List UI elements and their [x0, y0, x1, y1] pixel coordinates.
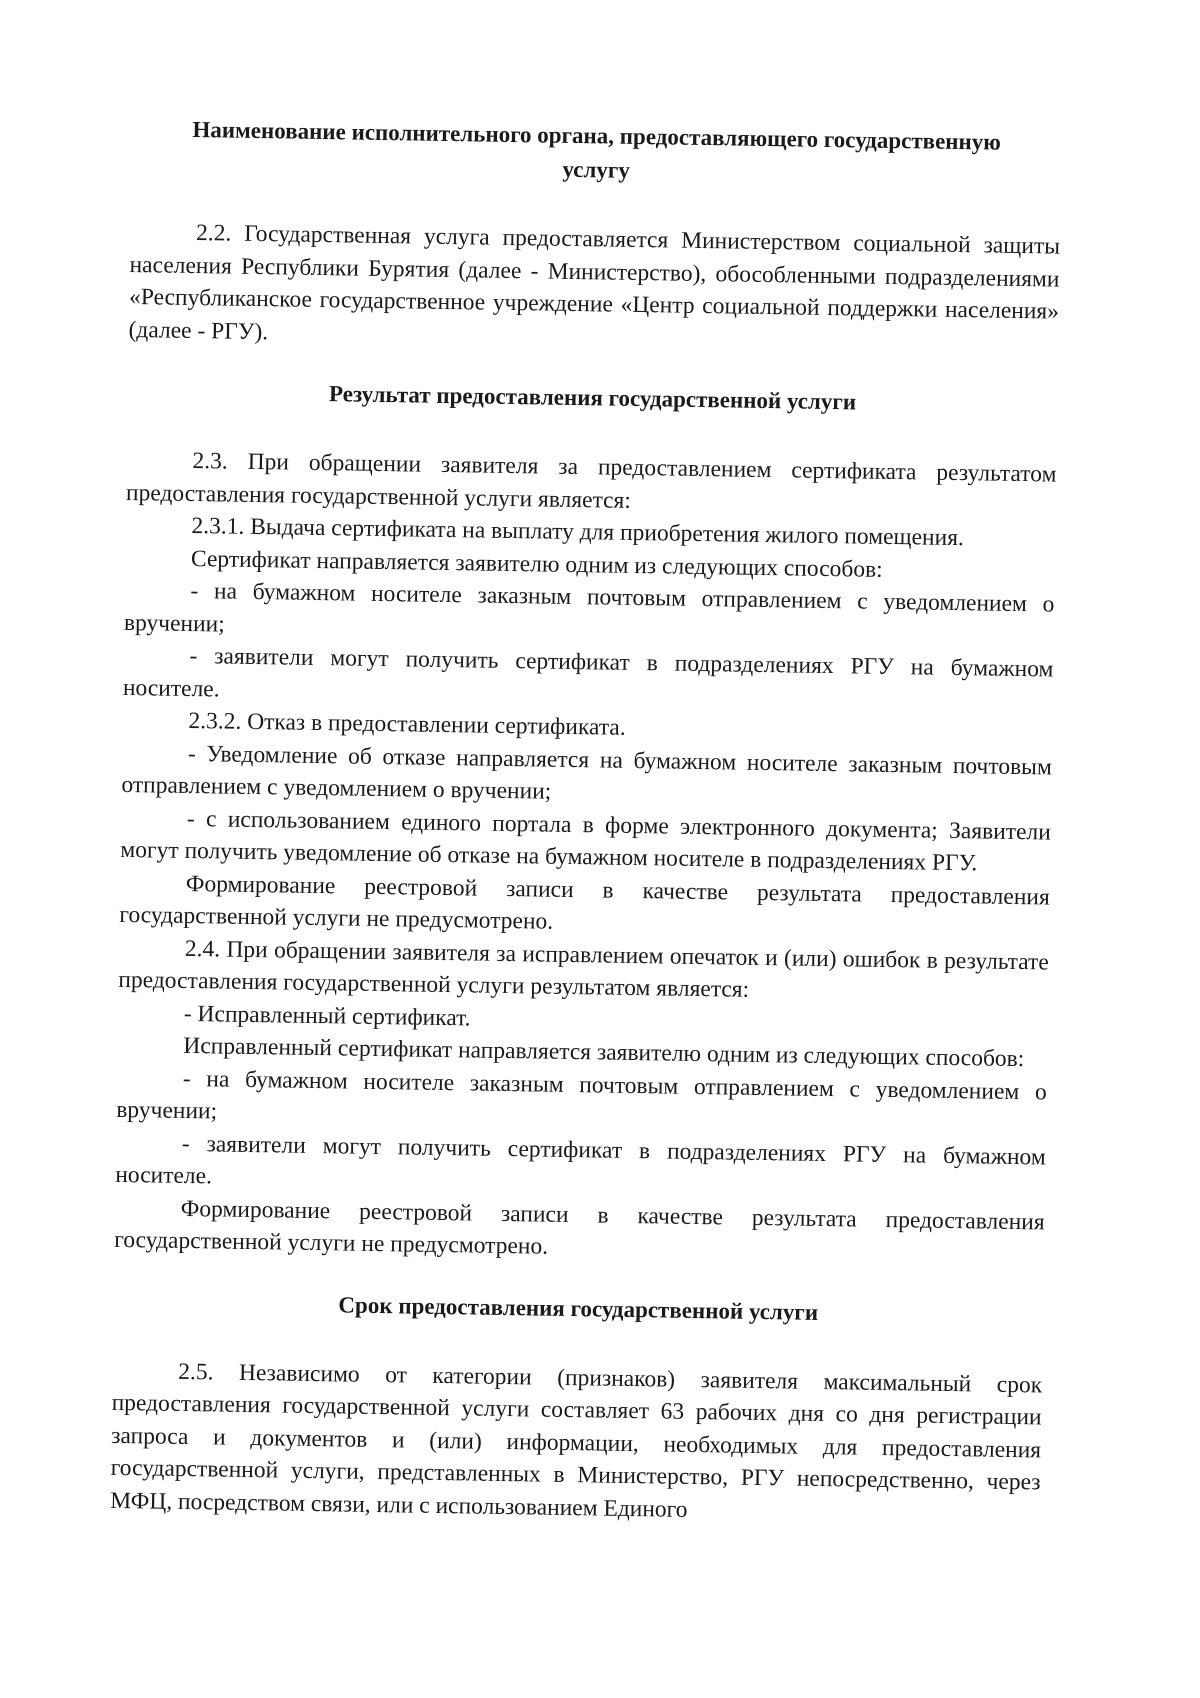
- paragraph-registry-record: Формирование реестровой записи в качестве результата предоставления государственной услуги не предусмотрено.: [119, 870, 1050, 935]
- section-heading-result: Результат предоставления государственной услуги: [328, 381, 857, 415]
- list-item-refusal-portal: - с использованием единого портала в форме электронного документа; Заявители могут получить уведомление об отказе на бумажном носителе в подразделениях РГУ.: [120, 805, 1052, 877]
- paragraph-corrected-methods: Исправленный сертификат направляется заявителю одним из следующих способов:: [183, 1032, 1025, 1073]
- list-item-paper-mail-2: - на бумажном носителе заказным почтовым отправлением с уведомлением о вручении;: [116, 1065, 1047, 1125]
- paragraph-2-4: 2.4. При обращении заявителя за исправлением опечаток и (или) ошибок в результате предоставления государственной услуги результатом является:: [118, 935, 1049, 1003]
- paragraph-registry-record-2: Формирование реестровой записи в качестве результата предоставления государственной услуги не предусмотрено.: [114, 1195, 1045, 1260]
- list-item-corrected-certificate: - Исправленный сертификат.: [183, 1000, 471, 1031]
- section-heading-authority: Наименование исполнительного органа, предоставляющего государственную услугу: [192, 116, 1002, 183]
- paragraph-2-3: 2.3. При обращении заявителя за предоставлением сертификата результатом предоставления государственной услуги является:: [125, 447, 1057, 514]
- list-item-paper-mail: - на бумажном носителе заказным почтовым отправлением с уведомлением о вручении;: [123, 577, 1055, 638]
- section-heading-term: Срок предоставления государственной услуги: [338, 1291, 819, 1325]
- list-item-receive-in-rgu: - заявители могут получить сертификат в подразделениях РГУ на бумажном носителе.: [122, 642, 1054, 702]
- list-item-receive-in-rgu-2: - заявители могут получить сертификат в подразделениях РГУ на бумажном носителе.: [115, 1130, 1046, 1190]
- document-body: [110, 112, 1062, 1531]
- paragraph-2-5: 2.5. Независимо от категории (признаков) заявителя максимальный срок предоставления государственной услуги составляет 63 рабочих дня со дня регистрации запроса и документов и (или) информации, необходимых для предоставления государственной услуги, представленных в Министерство, РГУ непосредственно, через МФЦ, посредством связи, или с использованием Единого: [109, 1358, 1043, 1523]
- paragraph-certificate-methods: Сертификат направляется заявителю одним из следующих способов:: [190, 545, 883, 583]
- paragraph-2-2: 2.2. Государственная услуга предоставляется Министерством социальной защиты населения Республики Бурятия (далее - Министерство), обособленными подразделениями «Республиканское государственное учреждение «Центр социальной поддержки населения» (далее - РГУ).: [128, 220, 1061, 345]
- list-item-refusal-notice: - Уведомление об отказе направляется на бумажном носителе заказным почтовым отправлением с уведомлением о вручении;: [121, 740, 1053, 805]
- paragraph-2-3-2: 2.3.2. Отказ в предоставлении сертификата.: [188, 707, 626, 741]
- paragraph-2-3-1: 2.3.1. Выдача сертификата на выплату для приобретения жилого помещения.: [191, 512, 965, 552]
